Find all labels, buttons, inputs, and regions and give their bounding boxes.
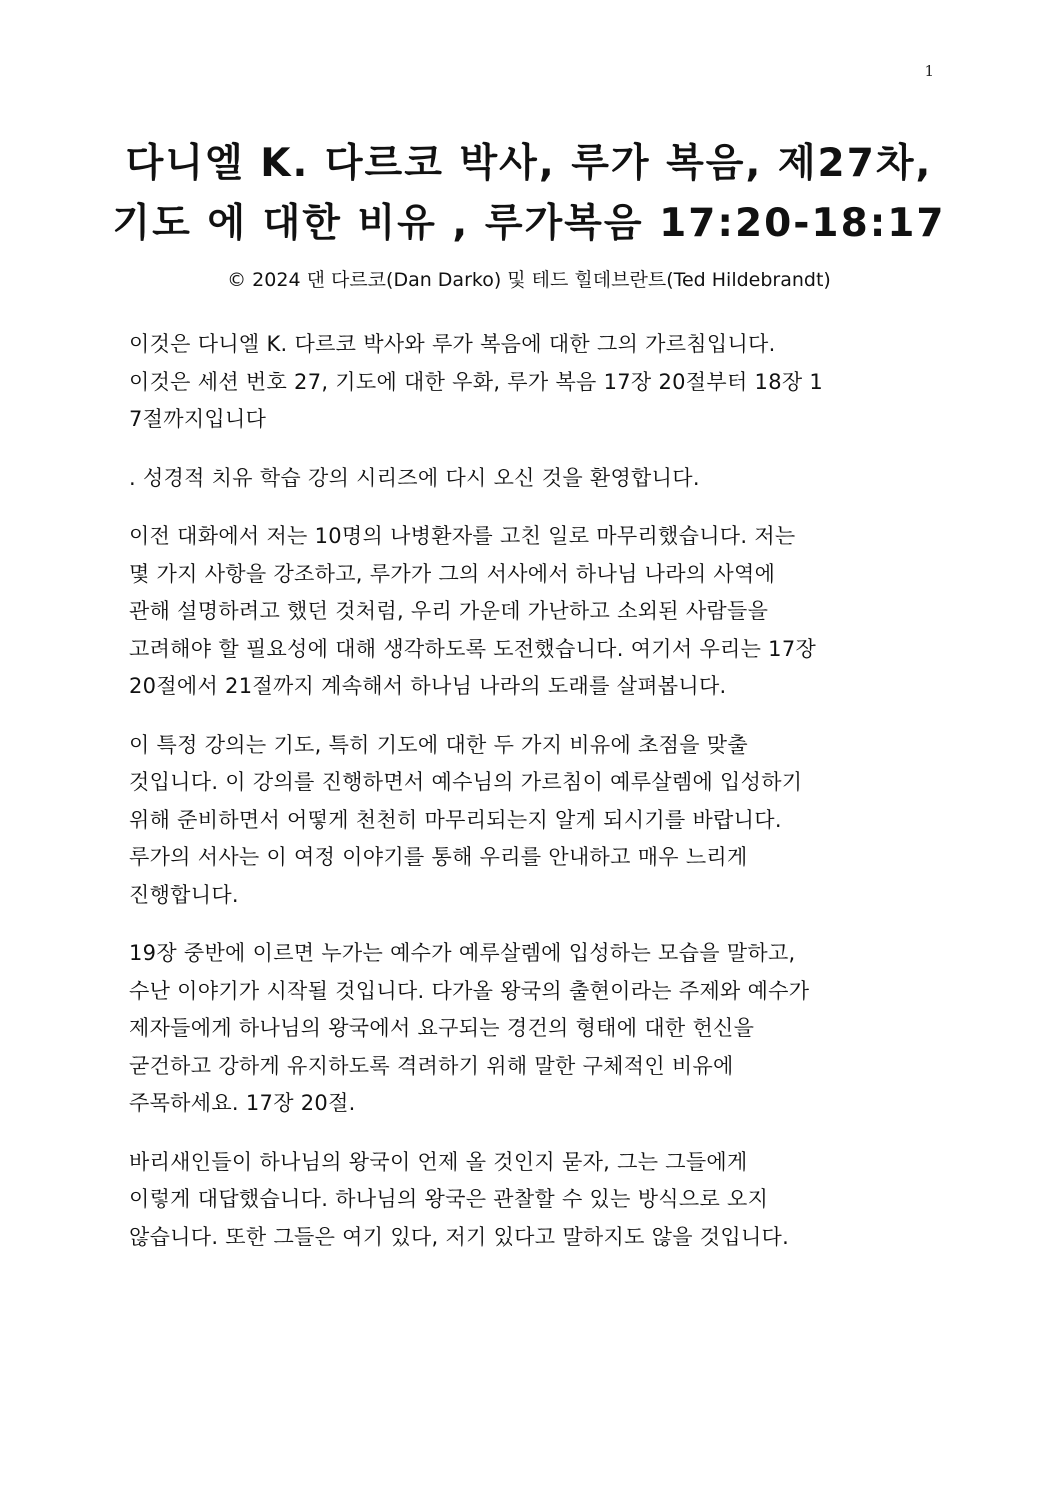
page-number: 1 (924, 62, 934, 80)
text-line: 루가의 서사는 이 여정 이야기를 통해 우리를 안내하고 매우 느리게 (129, 845, 748, 869)
paragraph (129, 460, 929, 498)
text-line: . 성경적 치유 학습 강의 시리즈에 다시 오신 것을 환영합니다. (129, 465, 700, 490)
copyright-notice: © 2024 댄 다르코(Dan Darko) 및 테드 힐데브란트(Ted Hildebrandt) (227, 269, 831, 291)
text-line: 19장 중반에 이르면 누가는 예수가 예루살렘에 입성하는 모습을 말하고, (129, 941, 796, 965)
text-line: 굳건하고 강하게 유지하도록 격려하기 위해 말한 구체적인 비유에 (129, 1053, 734, 1078)
text-line: 고려해야 할 필요성에 대해 생각하도록 도전했습니다. 여기서 우리는 17장 (129, 636, 817, 661)
text-line: 이 특정 강의는 기도, 특히 기도에 대한 두 가지 비유에 초점을 맞출 (129, 732, 748, 757)
paragraph (129, 727, 929, 915)
text-line: 않습니다. 또한 그들은 여기 있다, 저기 있다고 말하지도 않을 것입니다. (129, 1224, 790, 1249)
document-title (90, 134, 968, 254)
text-line: 이전 대화에서 저는 10명의 나병환자를 고친 일로 마무리했습니다. 저는 (129, 524, 796, 548)
text-line: 7절까지입니다 (129, 407, 267, 431)
text-line: 20절에서 21절까지 계속해서 하나님 나라의 도래를 살펴봅니다. (129, 674, 727, 698)
text-line: 이것은 세션 번호 27, 기도에 대한 우화, 루가 복음 17장 20절부터 18장 1 (129, 369, 824, 394)
text-line: 이것은 다니엘 K. 다르코 박사와 루가 복음에 대한 그의 가르침입니다. (129, 332, 776, 356)
text-line: 바리새인들이 하나님의 왕국이 언제 올 것인지 묻자, 그는 그들에게 (129, 1149, 748, 1174)
text-line: 이렇게 대답했습니다. 하나님의 왕국은 관찰할 수 있는 방식으로 오지 (129, 1187, 769, 1211)
title-line: 기도 에 대한 비유 , 루가복음 17:20-18:17 (112, 201, 946, 246)
text-line: 수난 이야기가 시작될 것입니다. 다가올 왕국의 출현이라는 주제와 예수가 (129, 978, 810, 1003)
text-line: 몇 가지 사항을 강조하고, 루가가 그의 서사에서 하나님 나라의 사역에 (129, 561, 776, 586)
text-line: 것입니다. 이 강의를 진행하면서 예수님의 가르침이 예루살렘에 입성하기 (129, 770, 803, 794)
paragraph (129, 518, 929, 706)
paragraph (129, 1144, 929, 1257)
text-line: 위해 준비하면서 어떻게 천천히 마무리되는지 알게 되시기를 바랍니다. (129, 807, 782, 832)
text-line: 관해 설명하려고 했던 것처럼, 우리 가운데 가난하고 소외된 사람들을 (129, 599, 769, 623)
paragraph (129, 935, 929, 1123)
title-line: 다니엘 K. 다르코 박사, 루가 복음, 제27차, (125, 141, 933, 186)
text-line: 진행합니다. (129, 882, 239, 907)
text-line: 주목하세요. 17장 20절. (129, 1091, 356, 1115)
text-line: 제자들에게 하나님의 왕국에서 요구되는 경건의 형태에 대한 헌신을 (129, 1016, 755, 1040)
body-text (129, 326, 929, 1277)
paragraph (129, 326, 929, 439)
